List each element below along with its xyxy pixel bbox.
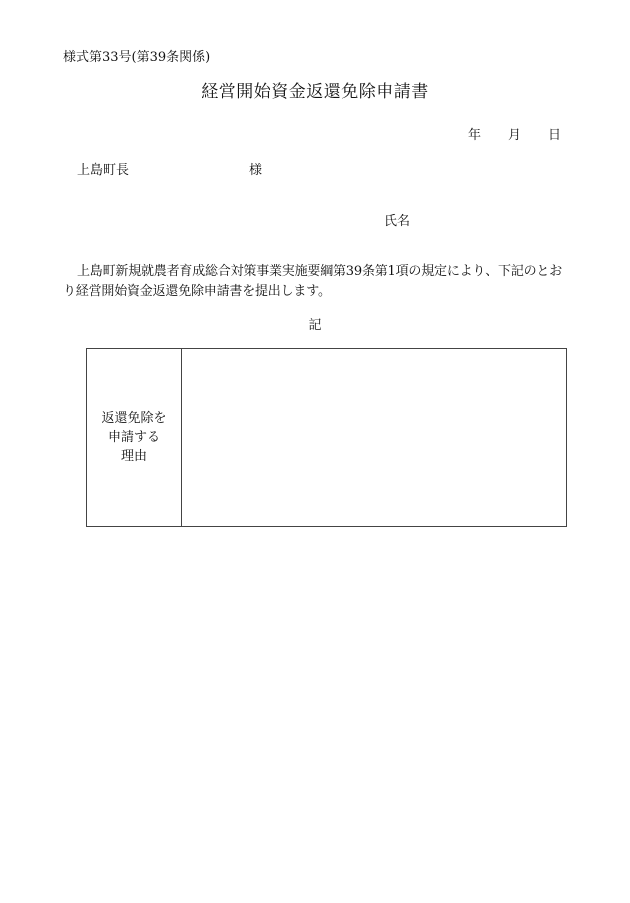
reason-label-line-1: 返還免除を [101, 411, 167, 426]
body-text: 上島町新規就農者育成総合対策事業実施要綱第39条第1項の規定により、下記のとおり経営開始資金返還免除申請書を提出します。 [63, 264, 563, 299]
date-line [468, 124, 561, 143]
reason-label-cell [87, 349, 182, 526]
addressee: 上島町長 [77, 163, 130, 178]
reason-label-line-3: 理由 [120, 449, 147, 464]
form-number: 様式第33号(第39条関係) [63, 50, 211, 65]
reason-value-cell[interactable] [182, 349, 566, 526]
document-title: 経営開始資金返還免除申請書 [201, 82, 429, 102]
date-year-label: 年 [468, 128, 482, 143]
reason-label-line-2: 申請する [107, 430, 160, 445]
date-month-label: 月 [508, 128, 522, 143]
ki-heading: 記 [308, 318, 322, 333]
addressee-honorific: 様 [249, 163, 263, 178]
date-day-label: 日 [548, 128, 562, 143]
reason-table [86, 348, 567, 527]
applicant-name-label: 氏名 [384, 214, 411, 229]
